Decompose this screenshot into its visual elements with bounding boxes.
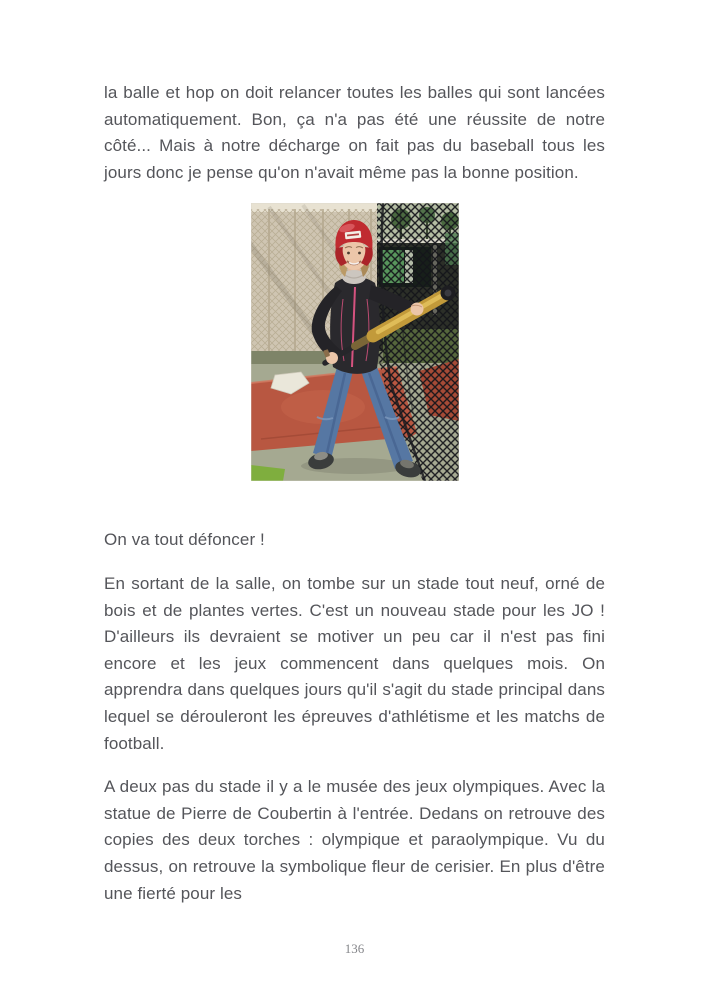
page-number: 136 [344,941,365,956]
paragraph-exclamation: On va tout défoncer ! [104,530,265,550]
batting-cage-photo [104,203,605,481]
page-content [104,80,605,924]
photo-player-face [341,240,367,270]
paragraph-baseball: la balle et hop on doit relancer toutes les balles qui sont lancées automatiquement. Bon, ça n'a pas été une réussite de notre côté... Mais à notre décharge on fait pas du baseball tous les jours donc je pense qu'on n'avait même pas la bonne position. [104,83,605,182]
paragraph-stadium: En sortant de la salle, on tombe sur un stade tout neuf, orné de bois et de plantes vertes. C'est un nouveau stade pour les JO ! D'ailleurs ils devraient se motiver un peu car il n'est pas fini encore et les jeux commencent dans quelques mois. On apprendra dans quelques jours qu'il s'agit du stade principal dans lequel se dérouleront les épreuves d'athlétisme et les matchs de football. [104,573,605,753]
photo-frame [251,203,459,481]
batting-cage-photo-illustration [251,203,459,481]
paragraph-museum: A deux pas du stade il y a le musée des jeux olympiques. Avec la statue de Pierre de Coubertin à l'entrée. Dedans on retrouve des copies des deux torches : olympique et paraolympique. Vu du dessus, on retrouve la symbolique fleur de cerisier. En plus d'être une fierté pour les [104,777,605,903]
